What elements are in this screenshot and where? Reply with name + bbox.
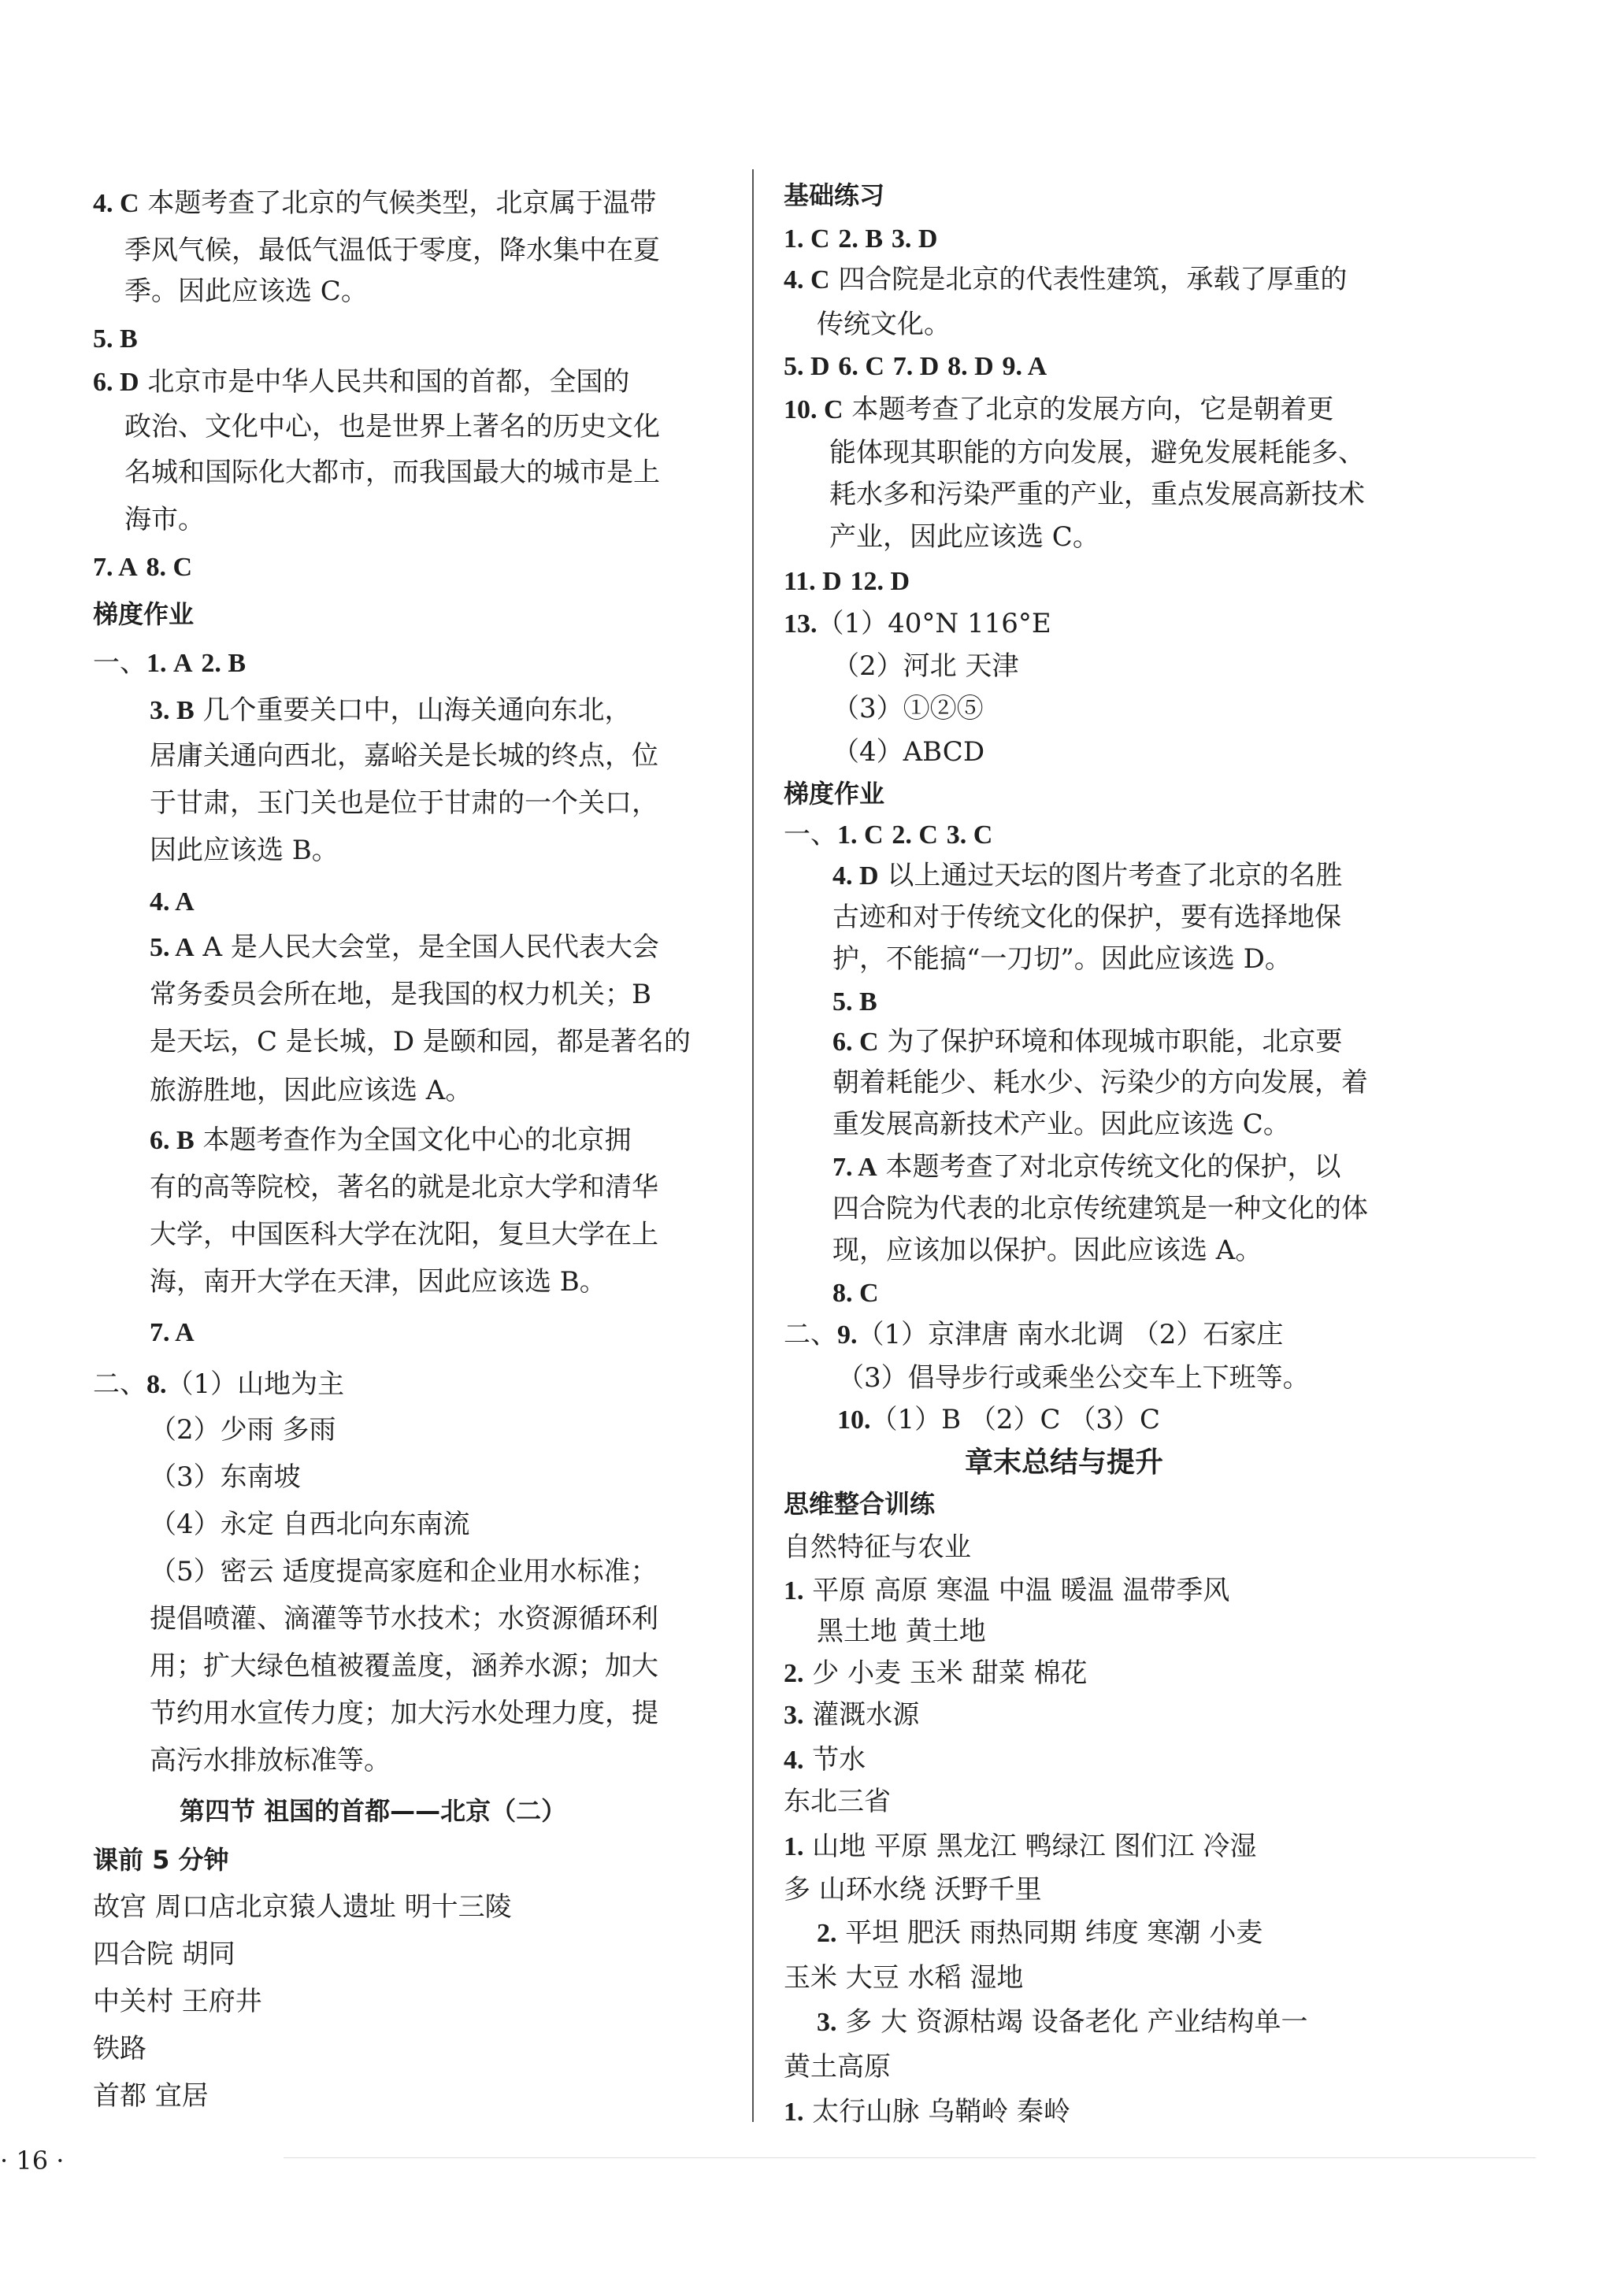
answer-line bbox=[93, 1986, 262, 2017]
section-heading bbox=[965, 1447, 1163, 1479]
answer-text: （1）B （2）C （3）C bbox=[870, 1404, 1161, 1435]
answer-line bbox=[784, 608, 1051, 639]
question-number: 4. C bbox=[784, 265, 830, 294]
question-number: 3. bbox=[817, 2008, 837, 2037]
heading-text: 梯度作业 bbox=[93, 599, 195, 629]
answer-text: 东北三省 bbox=[784, 1786, 891, 1817]
answer-line bbox=[150, 886, 195, 917]
question-number: 3. C bbox=[946, 820, 993, 850]
answer-line bbox=[832, 902, 1341, 933]
answer-text: （4）ABCD bbox=[832, 736, 985, 768]
question-number: 8. C bbox=[146, 553, 193, 582]
question-number: 8. D bbox=[947, 352, 994, 381]
question-number: 2. bbox=[817, 1919, 837, 1948]
answer-text: 古迹和对于传统文化的保护，要有选择地保 bbox=[832, 902, 1341, 933]
question-number: 9. A bbox=[1002, 352, 1047, 381]
question-number: 2. B bbox=[201, 649, 247, 678]
answer-line bbox=[93, 323, 138, 354]
answer-line bbox=[150, 1124, 632, 1156]
answer-text: 常务委员会所在地，是我国的权力机关；B bbox=[150, 979, 651, 1010]
answer-text: 少 小麦 玉米 甜菜 棉花 bbox=[803, 1657, 1088, 1689]
answer-text: 自然特征与农业 bbox=[784, 1531, 971, 1563]
question-number: 6. C bbox=[832, 1028, 879, 1057]
answer-line bbox=[784, 1874, 1042, 1905]
answer-text: 几个重要关口中，山海关通向东北， bbox=[194, 694, 632, 726]
answer-text: 居庸关通向西北，嘉峪关是长城的终点，位 bbox=[150, 740, 658, 772]
answer-text: 能体现其职能的方向发展，避免发展耗能多、 bbox=[829, 437, 1365, 468]
heading-text: 基础练习 bbox=[784, 180, 885, 210]
answer-line bbox=[784, 819, 992, 850]
answer-line bbox=[784, 1699, 919, 1731]
answer-line bbox=[832, 736, 984, 768]
section-heading bbox=[784, 1488, 935, 1520]
question-number: 13. bbox=[784, 609, 818, 639]
question-number: 7. A bbox=[832, 1153, 877, 1182]
answer-line bbox=[832, 1151, 1341, 1183]
heading-text: 课前 5 分钟 bbox=[93, 1845, 229, 1875]
answer-text: 首都 宜居 bbox=[93, 2080, 209, 2112]
footer-rule bbox=[284, 2157, 1536, 2158]
heading-text: 第四节 祖国的首都——北京（二） bbox=[180, 1796, 567, 1826]
answer-line bbox=[93, 2033, 146, 2065]
answer-text: A 是人民大会堂，是全国人民代表大会 bbox=[194, 931, 659, 963]
answer-line bbox=[150, 1219, 658, 1250]
answer-line bbox=[93, 187, 656, 219]
answer-line bbox=[150, 931, 659, 963]
answer-line bbox=[817, 2006, 1308, 2038]
answer-line bbox=[784, 1531, 971, 1563]
answer-text bbox=[830, 223, 839, 254]
answer-text: 黑土地 黄土地 bbox=[817, 1616, 986, 1647]
answer-line bbox=[93, 1891, 512, 1923]
answer-text: 耗水多和污染严重的产业，重点发展高新技术 bbox=[829, 479, 1365, 510]
answer-text: 于甘肃，玉门关也是位于甘肃的一个关口， bbox=[150, 787, 658, 819]
answer-text: 高污水排放标准等。 bbox=[150, 1745, 391, 1776]
answer-line bbox=[829, 521, 1099, 553]
answer-line bbox=[124, 457, 660, 488]
answer-text: 多 山环水绕 沃野千里 bbox=[784, 1874, 1042, 1905]
question-number: 9. bbox=[837, 1320, 858, 1350]
answer-text: （3）①②⑤ bbox=[832, 693, 984, 724]
answer-line bbox=[93, 2080, 209, 2112]
answer-text: 是天坛，C 是长城，D 是颐和园，都是著名的 bbox=[150, 1026, 691, 1057]
answer-line bbox=[784, 1319, 1283, 1350]
question-number: 1. bbox=[784, 1576, 804, 1605]
chapter-title: 章末总结与提升 bbox=[965, 1446, 1164, 1479]
answer-text bbox=[138, 551, 146, 583]
question-number: 1. A bbox=[146, 649, 193, 678]
question-number: 2. bbox=[784, 1659, 804, 1688]
answer-line bbox=[150, 1266, 606, 1298]
answer-text: 中关村 王府井 bbox=[93, 1986, 262, 2017]
section-heading bbox=[93, 1844, 229, 1876]
answer-text: 大学，中国医科大学在沈阳，复旦大学在上 bbox=[150, 1219, 658, 1250]
answer-line bbox=[829, 479, 1365, 510]
answer-line bbox=[832, 1026, 1342, 1057]
question-number: 5. D bbox=[784, 352, 830, 381]
answer-text: 海市。 bbox=[124, 504, 205, 535]
question-number: 10. bbox=[837, 1405, 871, 1435]
answer-line bbox=[784, 1657, 1088, 1689]
answer-text: 太行山脉 乌鞘岭 秦岭 bbox=[803, 2096, 1070, 2128]
section-heading bbox=[784, 180, 884, 211]
answer-line bbox=[832, 1067, 1368, 1098]
answer-text: （2）河北 天津 bbox=[832, 650, 1019, 682]
question-number: 11. D bbox=[784, 567, 842, 596]
answer-text bbox=[193, 647, 202, 679]
question-number: 10. C bbox=[784, 395, 844, 424]
answer-text: 现，应该加以保护。因此应该选 A。 bbox=[832, 1235, 1262, 1266]
answer-text: 四合院为代表的北京传统建筑是一种文化的体 bbox=[832, 1193, 1368, 1224]
answer-text: 二、 bbox=[784, 1319, 837, 1350]
answer-line bbox=[832, 860, 1342, 891]
answer-line bbox=[150, 1172, 658, 1203]
answer-line bbox=[784, 394, 1333, 425]
answer-line bbox=[93, 366, 629, 398]
answer-line bbox=[150, 1316, 195, 1348]
answer-line bbox=[150, 1698, 658, 1729]
question-number: 8. bbox=[146, 1370, 167, 1399]
answer-text: 护，不能搞“一刀切”。因此应该选 D。 bbox=[832, 943, 1292, 975]
answer-text: 为了保护环境和体现城市职能，北京要 bbox=[878, 1026, 1343, 1057]
answer-line bbox=[832, 693, 984, 724]
question-number: 7. D bbox=[892, 352, 940, 381]
question-number: 4. A bbox=[150, 887, 195, 917]
question-number: 7. A bbox=[93, 553, 138, 582]
question-number: 6. C bbox=[838, 352, 884, 381]
answer-line bbox=[150, 1650, 658, 1682]
answer-text bbox=[883, 223, 892, 254]
answer-line bbox=[832, 650, 1018, 682]
question-number: 4. bbox=[784, 1746, 804, 1775]
answer-text: （1）山地为主 bbox=[166, 1368, 345, 1400]
section-heading bbox=[180, 1795, 566, 1827]
answer-text: （3）倡导步行或乘坐公交车上下班等。 bbox=[837, 1362, 1310, 1394]
question-number: 5. B bbox=[93, 324, 138, 354]
answer-text bbox=[830, 350, 839, 382]
question-number: 1. C bbox=[784, 224, 830, 254]
answer-line bbox=[832, 1277, 879, 1309]
question-number: 2. B bbox=[838, 224, 884, 254]
question-number: 3. B bbox=[150, 696, 195, 725]
answer-line bbox=[784, 2051, 891, 2083]
answer-text bbox=[994, 350, 1003, 382]
answer-text: 季风气候，最低气温低于零度，降水集中在夏 bbox=[124, 235, 660, 266]
question-number: 5. B bbox=[832, 987, 877, 1017]
answer-text: 本题考查了对北京传统文化的保护，以 bbox=[877, 1151, 1341, 1183]
answer-text: 北京市是中华人民共和国的首都，全国的 bbox=[139, 366, 630, 398]
answer-text: 玉米 大豆 水稻 湿地 bbox=[784, 1962, 1024, 1994]
answer-line bbox=[150, 1509, 469, 1540]
answer-text: 二、 bbox=[93, 1368, 146, 1400]
answer-text: 有的高等院校，著名的就是北京大学和清华 bbox=[150, 1172, 658, 1203]
answer-line bbox=[832, 1235, 1262, 1266]
answer-line bbox=[150, 787, 658, 819]
answer-text: 以上通过天坛的图片考查了北京的名胜 bbox=[878, 860, 1343, 891]
answer-line bbox=[784, 2096, 1070, 2128]
answer-text: 朝着耗能少、耗水少、污染少的方向发展，着 bbox=[832, 1067, 1368, 1098]
answer-text: 旅游胜地，因此应该选 A。 bbox=[150, 1075, 473, 1106]
answer-line bbox=[784, 1962, 1023, 1994]
answer-line bbox=[150, 1603, 658, 1635]
answer-line bbox=[150, 835, 339, 866]
answer-line bbox=[93, 1939, 235, 1970]
answer-text: 黄土高原 bbox=[784, 2051, 891, 2083]
answer-text: 因此应该选 B。 bbox=[150, 835, 339, 866]
answer-line bbox=[784, 1831, 1256, 1862]
question-number: 4. D bbox=[832, 861, 879, 891]
answer-text: 政治、文化中心，也是世界上著名的历史文化 bbox=[124, 411, 660, 443]
answer-text: 季。因此应该选 C。 bbox=[124, 276, 368, 307]
answer-line bbox=[150, 1414, 336, 1446]
answer-line bbox=[150, 979, 651, 1010]
answer-line bbox=[93, 647, 246, 679]
answer-line bbox=[150, 1556, 657, 1587]
answer-text: 本题考查了北京的气候类型，北京属于温带 bbox=[139, 187, 657, 219]
question-number: 7. A bbox=[150, 1318, 195, 1347]
question-number: 1. C bbox=[837, 820, 884, 850]
answer-text: （4）永定 自西北向东南流 bbox=[150, 1509, 470, 1540]
answer-line bbox=[837, 1362, 1310, 1394]
answer-line bbox=[124, 276, 368, 307]
answer-text: 一、 bbox=[784, 819, 837, 850]
answer-line bbox=[124, 235, 660, 266]
answer-text: 铁路 bbox=[93, 2033, 146, 2065]
answer-line bbox=[150, 1026, 691, 1057]
question-number: 5. A bbox=[150, 933, 195, 962]
answer-text bbox=[884, 819, 892, 850]
answer-text: （1）京津唐 南水北调 （2）石家庄 bbox=[857, 1319, 1284, 1350]
answer-text: 平坦 肥沃 雨热同期 纬度 寒潮 小麦 bbox=[836, 1917, 1263, 1949]
question-number: 1. bbox=[784, 1832, 804, 1861]
answer-line bbox=[124, 504, 205, 535]
question-number: 3. bbox=[784, 1701, 804, 1730]
answer-text: 本题考查作为全国文化中心的北京拥 bbox=[194, 1124, 632, 1156]
answer-line bbox=[784, 565, 910, 597]
question-number: 3. D bbox=[891, 224, 938, 254]
answer-text: 节约用水宣传力度；加大污水处理力度，提 bbox=[150, 1698, 658, 1729]
answer-line bbox=[784, 1744, 866, 1776]
answer-line bbox=[829, 437, 1365, 468]
heading-text: 思维整合训练 bbox=[784, 1489, 936, 1519]
answer-line bbox=[150, 1745, 391, 1776]
answer-text: 山地 平原 黑龙江 鸭绿江 图们江 冷湿 bbox=[803, 1831, 1257, 1862]
question-number: 8. C bbox=[832, 1279, 879, 1308]
answer-text: 提倡喷灌、滴灌等节水技术；水资源循环利 bbox=[150, 1603, 658, 1635]
answer-text bbox=[939, 350, 947, 382]
column-divider bbox=[752, 169, 754, 2122]
heading-text: 梯度作业 bbox=[784, 779, 885, 809]
answer-line bbox=[817, 1616, 986, 1647]
answer-text: 四合院 胡同 bbox=[93, 1939, 235, 1970]
answer-line bbox=[784, 264, 1347, 295]
answer-text bbox=[938, 819, 947, 850]
answer-text bbox=[842, 565, 851, 597]
answer-line bbox=[150, 1461, 301, 1493]
answer-text: 平原 高原 寒温 中温 暖温 温带季风 bbox=[803, 1575, 1230, 1606]
answer-text bbox=[884, 350, 893, 382]
answer-line bbox=[837, 1404, 1160, 1435]
answer-text: （2）少雨 多雨 bbox=[150, 1414, 336, 1446]
answer-text: 名城和国际化大都市，而我国最大的城市是上 bbox=[124, 457, 660, 488]
answer-line bbox=[93, 1368, 344, 1400]
page-number: · 16 · bbox=[0, 2146, 65, 2176]
question-number: 4. C bbox=[93, 189, 139, 218]
answer-line bbox=[832, 1193, 1368, 1224]
answer-text: 故宫 周口店北京猿人遗址 明十三陵 bbox=[93, 1891, 512, 1923]
answer-line bbox=[784, 1575, 1229, 1606]
answer-text: （5）密云 适度提高家庭和企业用水标准； bbox=[150, 1556, 658, 1587]
answer-line bbox=[817, 309, 951, 340]
answer-text: 灌溉水源 bbox=[803, 1699, 920, 1731]
answer-text: 海，南开大学在天津，因此应该选 B。 bbox=[150, 1266, 606, 1298]
answer-line bbox=[832, 1109, 1290, 1140]
answer-line bbox=[784, 1786, 891, 1817]
section-heading bbox=[93, 598, 194, 630]
answer-text: （1）40°N 116°E bbox=[817, 608, 1051, 639]
answer-text: 节水 bbox=[803, 1744, 866, 1776]
answer-line bbox=[124, 411, 660, 443]
question-number: 6. D bbox=[93, 368, 139, 397]
answer-line bbox=[784, 350, 1047, 382]
answer-line bbox=[784, 223, 937, 254]
question-number: 12. D bbox=[850, 567, 910, 596]
question-number: 1. bbox=[784, 2098, 804, 2127]
answer-line bbox=[93, 551, 192, 583]
question-number: 6. B bbox=[150, 1126, 195, 1155]
answer-text: 用；扩大绿色植被覆盖度，涵养水源；加大 bbox=[150, 1650, 658, 1682]
answer-line bbox=[150, 1075, 472, 1106]
section-heading bbox=[784, 778, 884, 809]
answer-text: 多 大 资源枯竭 设备老化 产业结构单一 bbox=[836, 2006, 1308, 2038]
answer-text: 本题考查了北京的发展方向，它是朝着更 bbox=[843, 394, 1334, 425]
answer-text: （3）东南坡 bbox=[150, 1461, 301, 1493]
answer-text: 传统文化。 bbox=[817, 309, 951, 340]
answer-text: 一、 bbox=[93, 647, 146, 679]
answer-text: 重发展高新技术产业。因此应该选 C。 bbox=[832, 1109, 1290, 1140]
answer-line bbox=[832, 986, 877, 1017]
answer-text: 四合院是北京的代表性建筑，承载了厚重的 bbox=[829, 264, 1348, 295]
answer-line bbox=[150, 740, 658, 772]
answer-text: 产业，因此应该选 C。 bbox=[829, 521, 1099, 553]
answer-line bbox=[150, 694, 632, 726]
answer-line bbox=[817, 1917, 1262, 1949]
answer-line bbox=[832, 943, 1292, 975]
question-number: 2. C bbox=[892, 820, 938, 850]
